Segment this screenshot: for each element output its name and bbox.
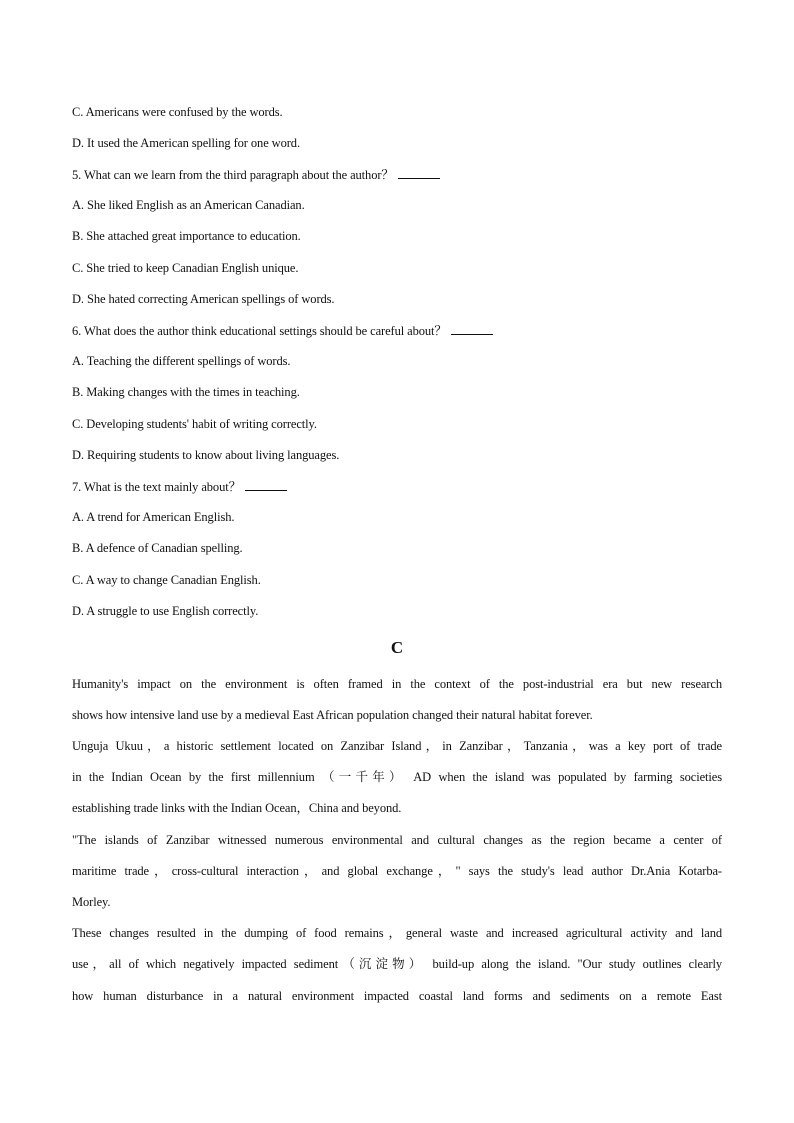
section-heading: C xyxy=(390,638,404,657)
passage-line: use，all of which negatively impacted sediment（沉淀物） build-up along the island. "Our study outlines clearly xyxy=(72,957,722,971)
option-6b: B. Making changes with the times in teaching. xyxy=(72,385,300,399)
option-6a: A. Teaching the different spellings of words. xyxy=(72,354,291,368)
option-5d: D. She hated correcting American spellings of words. xyxy=(72,292,335,306)
option-4d: D. It used the American spelling for one word. xyxy=(72,136,300,150)
question-6-stem: 6. What does the author think educational settings should be careful about？ xyxy=(72,324,447,338)
question-6 xyxy=(72,323,722,339)
option-4c: C. Americans were confused by the words. xyxy=(72,105,283,119)
option-5a: A. She liked English as an American Canadian. xyxy=(72,198,305,212)
question-5 xyxy=(72,167,722,183)
option-7b: B. A defence of Canadian spelling. xyxy=(72,541,243,555)
question-7 xyxy=(72,479,722,495)
passage-line: Unguja Ukuu，a historic settlement located on Zanzibar Island，in Zanzibar，Tanzania，was a key port of trade xyxy=(72,739,722,753)
option-7c: C. A way to change Canadian English. xyxy=(72,573,261,587)
passage-line: maritime trade，cross-cultural interaction，and global exchange，" says the study's lead author Dr.Ania Kotarba- xyxy=(72,864,722,878)
option-7a: A. A trend for American English. xyxy=(72,510,235,524)
answer-blank-6[interactable] xyxy=(451,323,493,335)
question-5-stem: 5. What can we learn from the third paragraph about the author？ xyxy=(72,168,394,182)
option-6d: D. Requiring students to know about living languages. xyxy=(72,448,340,462)
passage-line: establishing trade links with the Indian Ocean，China and beyond. xyxy=(72,801,402,815)
passage-line: These changes resulted in the dumping of food remains，general waste and increased agricultural activity and land xyxy=(72,926,722,940)
passage-line: Morley. xyxy=(72,895,111,909)
passage-line: Humanity's impact on the environment is often framed in the context of the post-industrial era but new research xyxy=(72,677,722,691)
passage-line: how human disturbance in a natural environment impacted coastal land forms and sediments on a remote East xyxy=(72,989,722,1003)
passage-line: "The islands of Zanzibar witnessed numerous environmental and cultural changes as the region became a center of xyxy=(72,833,722,847)
passage-line: in the Indian Ocean by the first millennium （一千年） AD when the island was populated by farming societies xyxy=(72,770,722,784)
option-5b: B. She attached great importance to education. xyxy=(72,229,301,243)
question-7-stem: 7. What is the text mainly about？ xyxy=(72,480,242,494)
passage-line: shows how intensive land use by a medieval East African population changed their natural habitat forever. xyxy=(72,708,593,722)
answer-blank-5[interactable] xyxy=(398,167,440,179)
answer-blank-7[interactable] xyxy=(245,479,287,491)
option-7d: D. A struggle to use English correctly. xyxy=(72,604,259,618)
option-6c: C. Developing students' habit of writing correctly. xyxy=(72,417,317,431)
option-5c: C. She tried to keep Canadian English unique. xyxy=(72,261,299,275)
